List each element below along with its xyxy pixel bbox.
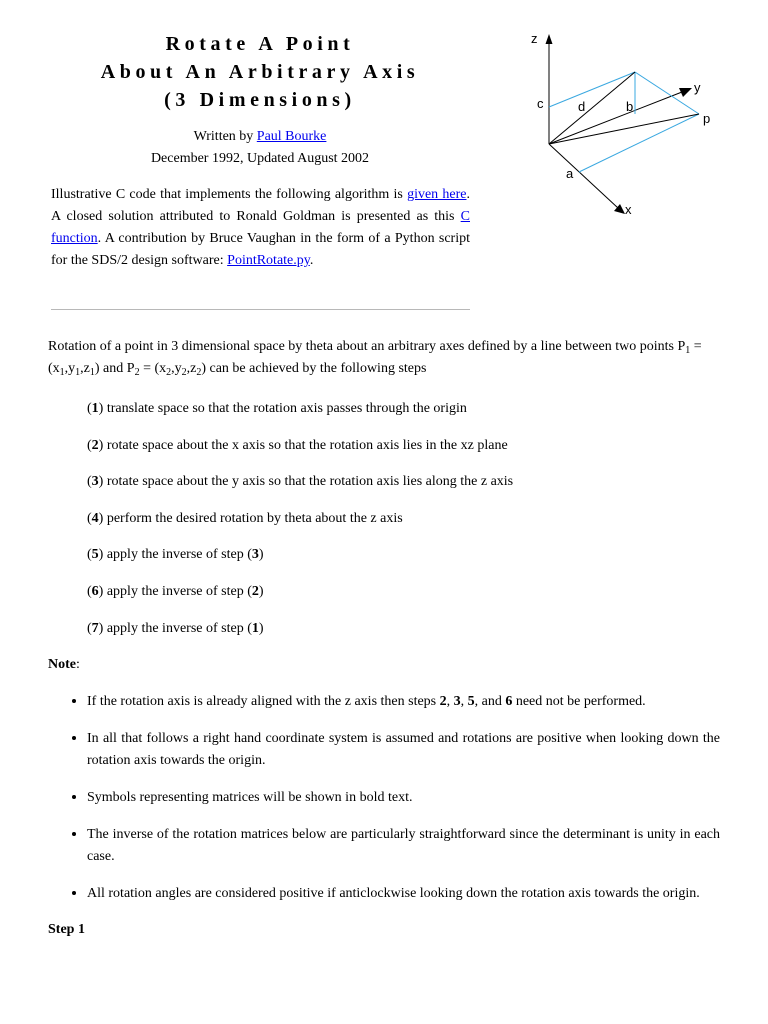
step-heading-text: Step 1 [48,922,85,938]
written-by-text: Written by [193,129,257,144]
subscript: 2 [134,367,140,378]
step-text: apply the inverse of step [103,620,248,636]
list-item: • Symbols representing matrices will be shown in bold text. [87,786,720,809]
label-y: y [694,80,701,95]
step-item: (6) apply the inverse of step (2) [87,583,264,599]
subscript: 1 [59,367,65,378]
step-item: (2) rotate space about the x axis so that the rotation axis lies in the xz plane [87,437,508,453]
step-text: rotate space about the x axis so that the rotation axis lies in the xz plane [103,437,508,453]
label-d: d [578,99,586,114]
author-link[interactable]: Paul Bourke [256,129,327,144]
intro-text-3: . A contribution by Bruce Vaughan in the form of a Python script for the SDS/2 design software: [51,231,470,268]
intro-text-1: Illustrative C code that implements the following algorithm is [51,187,408,202]
bullet-text: , and [474,694,506,710]
rotation-diagram [522,22,722,222]
label-b: b [626,99,634,114]
edge-top-p [635,72,699,114]
step-text: apply the inverse of step [103,583,248,599]
subscript: 1 [685,345,691,356]
step-reference: 2 [439,694,447,710]
subscript: 1 [75,367,81,378]
intro-text-4: . [309,253,314,268]
bullet-text: , [446,694,454,710]
step-item: (4) perform the desired rotation by theta about the z axis [87,510,403,526]
intro-text-2: . A closed solution attributed to Ronald Goldman is presented as this [51,187,470,224]
step-reference: 5 [467,694,475,710]
subscript: 2 [166,367,172,378]
author-line [50,126,470,148]
list-item [87,690,720,713]
intro-paragraph [51,184,470,272]
step-reference: 2 [251,583,259,599]
step-number: 4 [91,510,99,526]
page-title [50,30,470,114]
lead-text: ) and P [94,361,135,376]
step-item: (3) rotate space about the y axis so that the rotation axis lies along the z axis [87,474,514,490]
x-axis [549,144,618,208]
label-a: a [566,166,574,181]
subscript: 2 [196,367,202,378]
step-reference: 3 [251,547,259,563]
horizontal-rule [51,309,470,310]
c-code-link[interactable]: given here [407,187,467,202]
label-p: p [703,111,711,126]
main-content [48,336,720,941]
label-z: z [531,31,538,46]
step-reference: 1 [251,620,259,636]
list-item: • All rotation angles are considered positive if anticlockwise looking down the rotation axis towards the origin. [87,882,720,905]
edge-p-a [579,114,699,172]
byline [50,126,470,170]
c-function-link[interactable]: C function [51,209,470,246]
step-number: 5 [91,547,99,563]
step-number: 7 [91,620,99,636]
label-x: x [625,202,632,217]
list-item: • The inverse of the rotation matrices below are particularly straightforward since the determinant is unity in each case. [87,823,720,868]
lead-text: = (x [48,339,702,376]
step-number: 1 [91,401,99,416]
python-script-link[interactable]: PointRotate.py [227,253,310,268]
step-item: (1) translate space so that the rotation axis passes through the origin [87,401,467,416]
line-to-p [549,114,699,144]
list-item: • In all that follows a right hand coordinate system is assumed and rotations are positive when looking down the rotation axis towards the origin. [87,727,720,772]
step-text: translate space so that the rotation axis passes through the origin [103,401,467,416]
step-1-heading [48,919,720,941]
step-number: 6 [91,583,99,599]
lead-text: Rotation of a point in 3 dimensional space by theta about an arbitrary axes defined by a line between two points P [48,339,686,354]
bullet-text: , [460,694,468,710]
lead-paragraph [48,336,720,380]
lead-text: ,z [80,361,90,376]
lead-text: ,y [171,361,182,376]
bullet-text: If the rotation axis is already aligned with the z axis then steps [87,694,440,710]
step-text: apply the inverse of step [103,547,248,563]
edge-c-top [549,72,635,107]
note-label: Note [48,657,76,673]
step-reference: 6 [505,694,513,710]
line-d [549,72,635,144]
date-line: December 1992, Updated August 2002 [150,151,370,166]
step-text: perform the desired rotation by theta about the z axis [103,510,403,526]
lead-text: = (x [139,361,167,376]
step-number: 3 [91,474,99,490]
title-line-3: (3 Dimensions) [164,89,356,111]
note-colon: : [76,657,80,673]
subscript: 2 [181,367,187,378]
step-item: (7) apply the inverse of step (1) [87,620,264,636]
note-heading [48,654,720,676]
step-number: 2 [91,437,99,453]
label-c: c [537,96,544,111]
step-reference: 3 [453,694,461,710]
lead-text: ,z [186,361,197,376]
title-line-1: Rotate A Point [165,33,355,55]
bullet-text: need not be performed. [512,694,646,710]
lead-text: ,y [64,361,76,376]
step-item: (5) apply the inverse of step (3) [87,547,264,563]
step-text: rotate space about the y axis so that the rotation axis lies along the z axis [103,474,514,490]
notes-list [48,690,720,905]
subscript: 1 [89,367,95,378]
z-axis-arrowhead [546,34,553,44]
title-line-2: About An Arbitrary Axis [100,61,420,83]
y-axis [549,92,682,144]
lead-text: ) can be achieved by the following steps [201,361,427,376]
